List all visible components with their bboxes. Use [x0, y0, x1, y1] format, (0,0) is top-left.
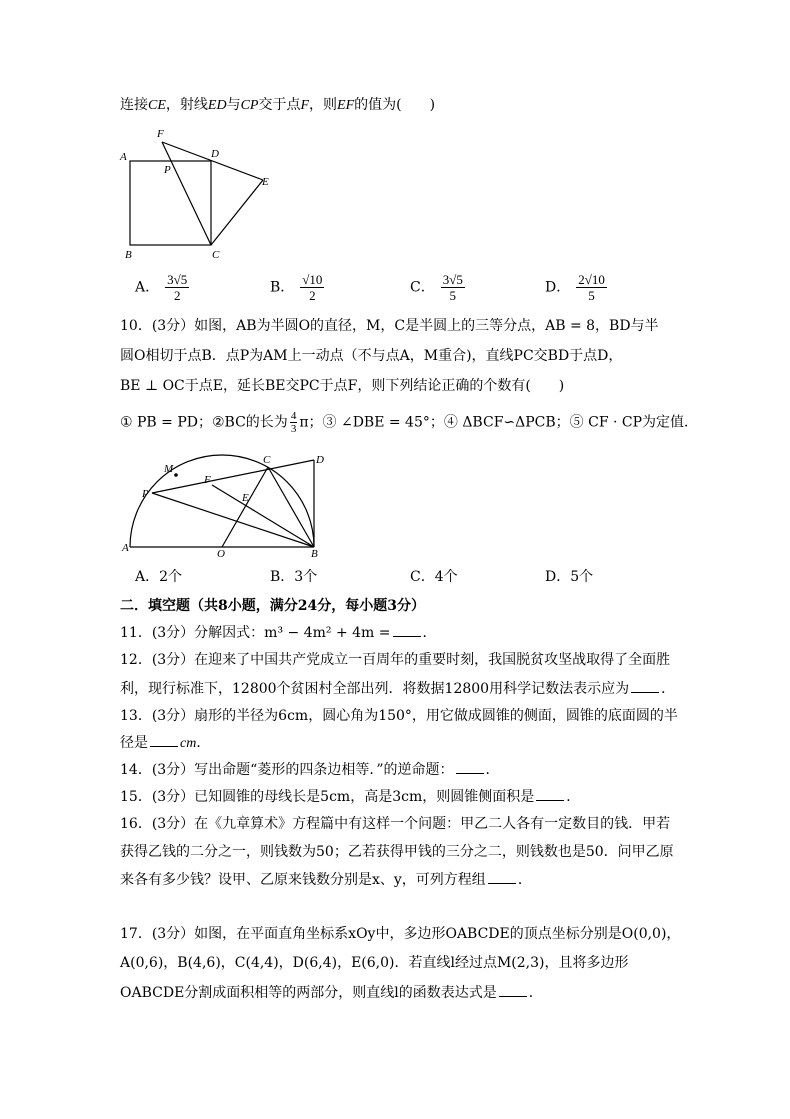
q11: 11．(3分）分解因式：m³ − 4m² + 4m = ． [120, 625, 437, 641]
q9-figure [115, 125, 285, 265]
answer-blank[interactable] [150, 734, 178, 747]
q16-line-1: 16．(3分）在《九章算术》方程篇中有这样一个问题：甲乙二人各有一定数目的钱．甲若 [120, 816, 671, 832]
answer-blank[interactable] [631, 680, 659, 693]
label-A: A [120, 151, 127, 163]
q10-line-1: 10．(3分）如图，AB为半圆O的直径，M，C是半圆上的三等分点，AB = 8，BD与半 [120, 318, 659, 334]
q9-option-d[interactable]: D． $\frac{2√10}{5}$ [545, 272, 605, 303]
label-D: D [316, 454, 324, 466]
q10-option-a[interactable]: A．2个 [135, 569, 183, 585]
answer-blank[interactable] [488, 871, 516, 884]
q16-line-3: 来各有多少钱？设甲、乙原来钱数分别是x、y，可列方程组 ． [120, 872, 532, 888]
label-P: P [164, 164, 171, 176]
q9-stem: 连接CE，射线ED与CP交于点F，则EF的值为( ) [120, 97, 436, 113]
answer-blank[interactable] [499, 984, 527, 997]
label-E: E [242, 492, 249, 504]
q10-option-b[interactable]: B．3个 [270, 569, 318, 585]
q10-line-2: 圆O相切于点B．点P为AM上一动点（不与点A，M重合)，直线PC交BD于点D， [120, 348, 623, 364]
answer-blank[interactable] [393, 624, 421, 637]
label-B: B [311, 548, 318, 560]
q9-option-a[interactable]: A． $\frac{3√5}{2}$ [135, 272, 188, 303]
q17-line-1: 17．(3分）如图，在平面直角坐标系xOy中，多边形OABCDE的顶点坐标分别是O(0,0)， [120, 926, 681, 942]
q10-option-c[interactable]: C．4个 [410, 569, 458, 585]
answer-blank[interactable] [456, 761, 484, 774]
q13-line-1: 13．(3分）扇形的半径为6cm，圆心角为150°，用它做成圆锥的侧面，圆锥的底面圆的半 [120, 708, 678, 724]
q14: 14．(3分）写出命题“菱形的四条边相等．”的逆命题： ． [120, 762, 500, 778]
q12-line-2: 利，现行标准下，12800个贫困村全部出列．将数据12800用科学记数法表示应为 ． [120, 681, 676, 697]
label-M: M [164, 463, 174, 475]
answer-blank[interactable] [536, 788, 564, 801]
q15: 15．(3分）已知圆锥的母线长是5cm，高是3cm，则圆锥侧面积是 ． [120, 789, 581, 805]
label-A: A [122, 542, 129, 554]
section-heading: 二．填空题（共8小题，满分24分，每小题3分） [120, 598, 425, 614]
q13-line-2: 径是 cm． [120, 735, 211, 751]
q17-line-3: OABCDE分割成面积相等的两部分，则直线l的函数表达式是 ． [120, 985, 543, 1001]
label-C: C [263, 454, 271, 466]
label-B: B [125, 249, 132, 261]
q10-figure [120, 445, 335, 560]
q10-option-d[interactable]: D．5个 [545, 569, 594, 585]
label-F: F [204, 474, 211, 486]
label-E: E [262, 176, 269, 188]
q10-line-3: BE ⊥ OC于点E，延长BE交PC于点F，则下列结论正确的个数有( ) [120, 378, 565, 394]
q9-option-c[interactable]: C． $\frac{3√5}{5}$ [410, 272, 463, 303]
label-P: P [142, 488, 149, 500]
q16-line-2: 获得乙钱的二分之一，则钱数为50；乙若获得甲钱的三分之二，则钱数也是50．问甲乙原 [120, 844, 674, 860]
label-O: O [217, 548, 225, 560]
q10-line-4: ① PB = PD；②BC的长为 $\frac{4}{3}$ π；③ ∠DBE = 45°；④ ΔBCF∽ΔPCB；⑤ CF · CP为定值． [120, 410, 699, 435]
label-C: C [212, 249, 220, 261]
q12-line-1: 12．(3分）在迎来了中国共产党成立一百周年的重要时刻，我国脱贫攻坚战取得了全面胜 [120, 652, 671, 668]
label-F: F [157, 128, 164, 140]
q17-line-2: A(0,6)，B(4,6)，C(4,4)，D(6,4)，E(6,0)．若直线l经过点M(2,3)，且将多边形 [120, 955, 629, 971]
q9-option-b[interactable]: B． $\frac{√10}{2}$ [270, 272, 323, 303]
label-D: D [211, 148, 219, 160]
